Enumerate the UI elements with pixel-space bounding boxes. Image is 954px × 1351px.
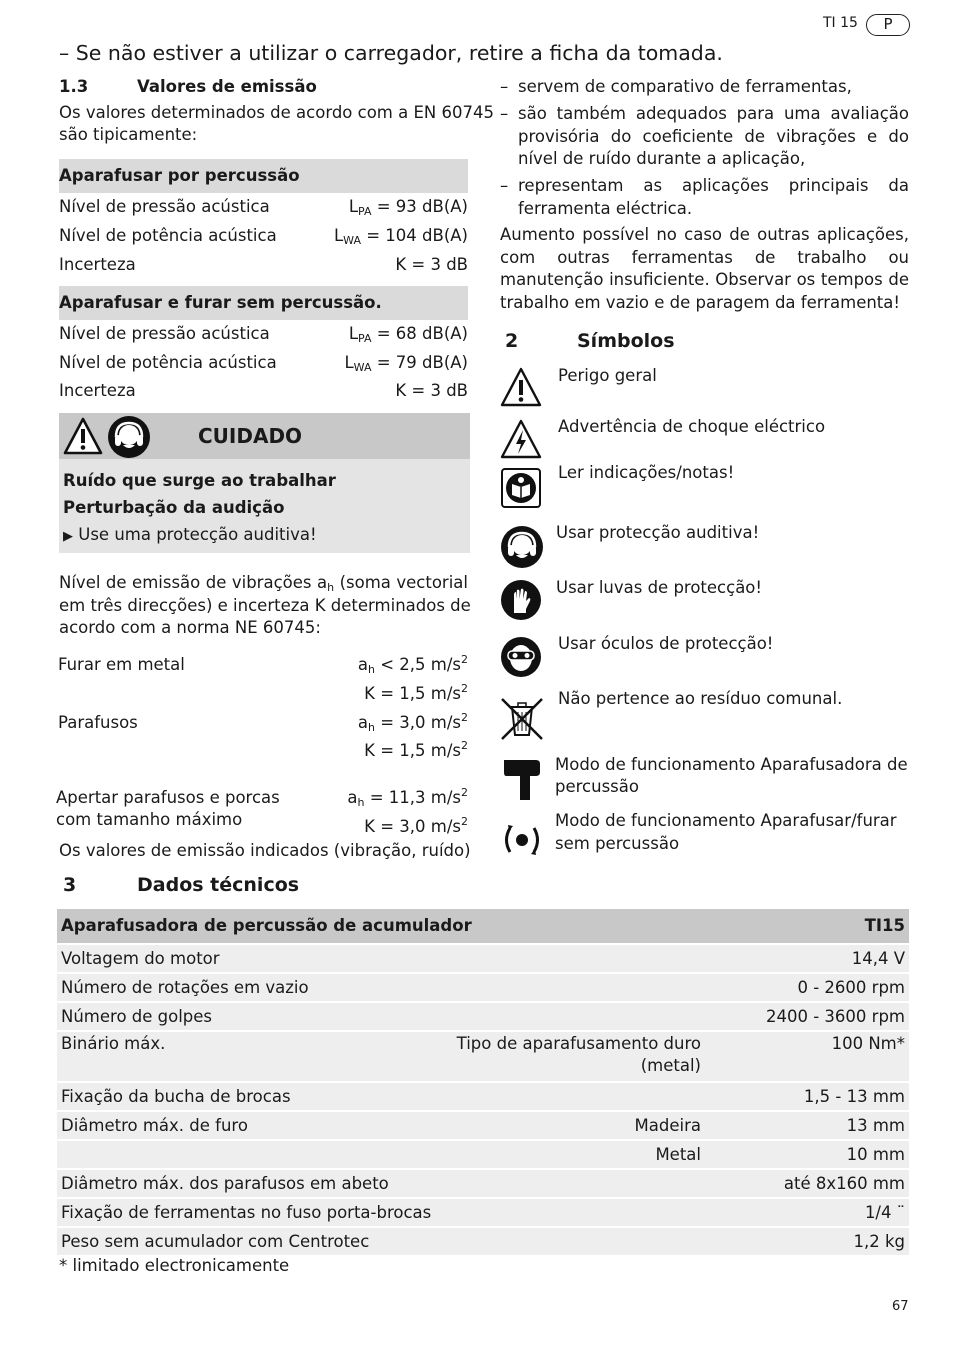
read-manual-icon (500, 467, 542, 509)
caution-action: ▶ Use uma protecção auditiva! (63, 525, 317, 544)
table-header: Aparafusar por percussão (59, 166, 300, 185)
gloves-icon (500, 579, 542, 621)
symbol-label: Não pertence ao resíduo comunal. (558, 689, 843, 708)
footnote: * limitado electronicamente (59, 1256, 290, 1275)
section-number: 2 (505, 330, 519, 352)
row-value: $L_{WA} = 79$ dB(A) (344, 353, 468, 374)
symbol-label: Usar luvas de protecção! (556, 578, 763, 597)
ear-protection-icon (500, 525, 544, 569)
table-row: Metal 10 mm (57, 1141, 909, 1170)
section-number: 3 (63, 874, 77, 896)
symbol-label: Ler indicações/notas! (558, 463, 735, 482)
vib-uncertainty: K = 1,5 $m/s^2$ (364, 739, 468, 760)
table-row (59, 250, 468, 279)
tech-header-model: TI15 (864, 916, 905, 935)
row-value: K = 3 dB (395, 381, 468, 400)
vib-label-max-line2: com tamanho máximo (56, 810, 243, 829)
symbol-label: Usar protecção auditiva! (556, 523, 760, 542)
section-number: 1.3 (59, 77, 89, 96)
row-label: Nível de pressão acústica (59, 197, 270, 216)
row-value: $L_{PA} = 93$ dB(A) (348, 197, 468, 218)
symbol-label: Usar óculos de protecção! (558, 634, 774, 653)
general-danger-icon (500, 366, 542, 408)
table-row: Voltagem do motor 14,4 V (57, 945, 909, 974)
model-label: TI 15 (823, 15, 858, 31)
drill-mode-icon (500, 818, 544, 862)
row-value: K = 3 dB (395, 255, 468, 274)
symbol-label: Advertência de choque eléctrico (558, 417, 826, 436)
emission-intro-line2: são tipicamente: (59, 125, 198, 144)
intro-line: – Se não estiver a utilizar o carregador, retire a ficha da tomada. (59, 41, 723, 65)
table-row: Binário máx. Tipo de aparafusamento duro (metal) 100 Nm* (57, 1032, 909, 1083)
section-title: Dados técnicos (137, 874, 300, 896)
table-row (59, 319, 468, 348)
list-item: – servem de comparativo de ferramentas, (500, 77, 852, 96)
warning-triangle-icon (62, 416, 104, 456)
vib-label-metal: Furar em metal (58, 655, 185, 674)
table-row: Fixação da bucha de brocas 1,5 - 13 mm (57, 1083, 909, 1112)
vib-label-screws: Parafusos (58, 713, 138, 732)
tech-header-label: Aparafusadora de percussão de acumulador (61, 916, 472, 935)
row-value: $L_{PA} = 68$ dB(A) (348, 324, 468, 345)
page-number: 67 (892, 1299, 909, 1314)
table-row: Número de rotações em vazio 0 - 2600 rpm (57, 974, 909, 1003)
row-label: Nível de potência acústica (59, 353, 277, 372)
vib-value: $a_h = 11,3$ $m/s^2$ (347, 786, 468, 809)
vib-value: $a_h = 3,0$ $m/s^2$ (357, 711, 468, 734)
safety-goggles-icon (500, 636, 542, 678)
row-label: Incerteza (59, 255, 136, 274)
table-row: Diâmetro máx. dos parafusos em abeto até 8x160 mm (57, 1170, 909, 1199)
symbol-label: percussão (555, 777, 639, 796)
table-row (59, 221, 468, 250)
table-header: Aparafusar e furar sem percussão. (59, 293, 382, 312)
list-item: – são também adequados para uma avaliação provisória do coeficiente de vibrações e do nível de ruído durante a aplicação, (500, 104, 909, 168)
emission-intro-line1: Os valores determinados de acordo com a EN 60745 (59, 103, 494, 122)
list-item: – representam as aplicações principais da ferramenta eléctrica. (500, 176, 909, 218)
vib-uncertainty: K = 1,5 $m/s^2$ (364, 682, 468, 703)
caution-line2: Perturbação da audição (63, 498, 285, 517)
crossed-bin-icon (498, 695, 546, 743)
electric-shock-icon (500, 418, 542, 460)
usage-paragraph: Aumento possível no caso de outras aplicações, com outras ferramentas de trabalho ou manutenção insuficiente. Observar os tempos de trabalho em vazio e de paragem da ferramenta! (500, 225, 909, 312)
table-row (59, 348, 468, 377)
table-row: Diâmetro máx. de furo Madeira 13 mm (57, 1112, 909, 1141)
row-label: Nível de pressão acústica (59, 324, 270, 343)
row-label: Nível de potência acústica (59, 226, 277, 245)
caution-line1: Ruído que surge ao trabalhar (63, 471, 336, 490)
table-row (59, 192, 468, 221)
symbol-label: Perigo geral (558, 366, 657, 385)
language-badge: P (866, 14, 910, 36)
vib-uncertainty: K = 3,0 $m/s^2$ (364, 815, 468, 836)
row-label: Incerteza (59, 381, 136, 400)
table-row: Peso sem acumulador com Centrotec 1,2 kg (57, 1228, 909, 1257)
arrow-right-icon: ▶ (63, 529, 73, 544)
ear-protection-icon (107, 415, 151, 459)
vibration-line1: Nível de emissão de vibrações $a_h$ (soma vectorial (59, 573, 468, 594)
table-row: Número de golpes 2400 - 3600 rpm (57, 1003, 909, 1032)
vibration-line3: acordo com a norma NE 60745: (59, 618, 321, 637)
table-row: Fixação de ferramentas no fuso porta-brocas 1/4 ¨ (57, 1199, 909, 1228)
symbol-label: Modo de funcionamento Aparafusadora de (555, 755, 908, 774)
impact-mode-icon (500, 758, 544, 802)
section-title: Valores de emissão (137, 77, 317, 96)
caution-title: CUIDADO (198, 424, 303, 448)
vibration-line2: em três direcções) e incerteza K determinados de (59, 596, 471, 615)
section-title: Símbolos (577, 330, 675, 352)
table-row (59, 376, 468, 405)
vib-label-max-line1: Apertar parafusos e porcas (56, 788, 280, 807)
row-value: $L_{WA} = 104$ dB(A) (333, 226, 468, 247)
vib-value: $a_h < 2,5$ $m/s^2$ (357, 653, 468, 676)
emission-note: Os valores de emissão indicados (vibração, ruído) (59, 841, 471, 860)
symbol-label: sem percussão (555, 834, 680, 853)
symbol-label: Modo de funcionamento Aparafusar/furar (555, 811, 897, 830)
